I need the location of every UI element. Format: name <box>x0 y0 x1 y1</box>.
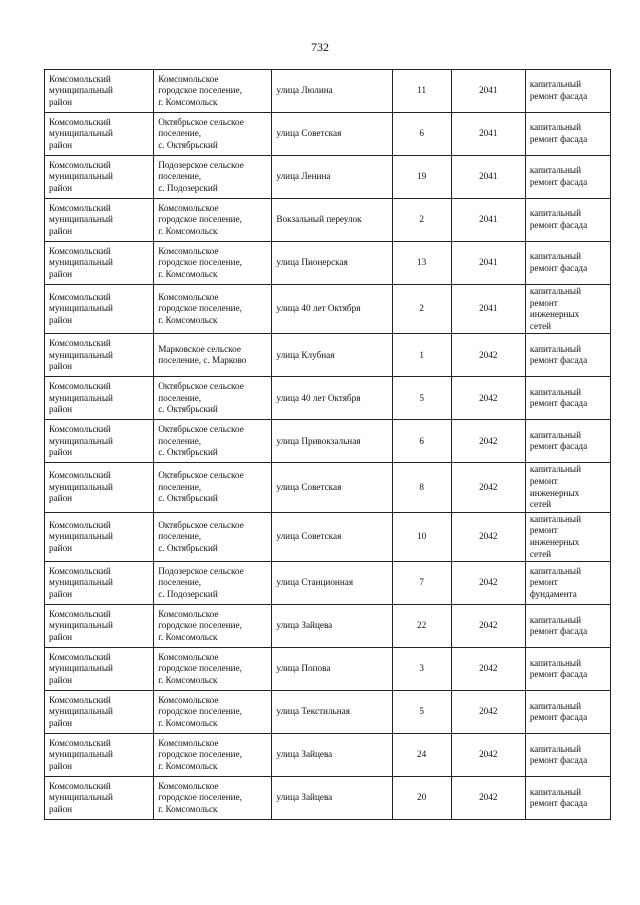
work-type-cell-text: капитальный ремонт фасада <box>529 343 588 366</box>
street-cell-text: улица Попова <box>276 663 331 674</box>
year-cell <box>451 777 525 820</box>
house-number-cell-text: 22 <box>417 620 427 631</box>
street-cell-text: улица Советская <box>276 531 342 542</box>
settlement-cell <box>154 463 272 512</box>
settlement-cell-text: Октябрьское сельское поселение, с. Октябрьский <box>158 423 244 458</box>
house-number-cell-text: 13 <box>417 257 427 268</box>
work-type-cell <box>525 691 610 734</box>
district-cell <box>45 777 154 820</box>
street-cell-text: улица Советская <box>276 481 342 492</box>
settlement-cell <box>154 512 272 561</box>
year-cell-text: 2042 <box>479 349 498 360</box>
work-type-cell-text: капитальный ремонт фасада <box>529 386 588 409</box>
house-number-cell-text: 3 <box>419 663 424 674</box>
house-number-cell-text: 10 <box>417 531 427 542</box>
settlement-cell-text: Комсомольское городское поселение, г. Комсомольск <box>158 651 242 685</box>
year-cell <box>451 113 525 156</box>
street-cell-text: улица Станционная <box>276 577 354 588</box>
work-type-cell-text: капитальный ремонт фасада <box>529 79 588 101</box>
district-cell-text: Комсомольский муниципальный район <box>49 73 113 107</box>
work-type-cell <box>525 648 610 691</box>
settlement-cell <box>154 734 272 777</box>
table-row <box>45 156 611 199</box>
house-number-cell-text: 6 <box>419 128 424 139</box>
district-cell <box>45 199 154 242</box>
year-cell <box>451 242 525 285</box>
street-cell <box>272 648 392 691</box>
house-number-cell-text: 5 <box>419 392 424 403</box>
street-cell-text: улица Люлина <box>276 85 333 96</box>
district-cell-text: Комсомольский муниципальный район <box>49 565 113 599</box>
table-row <box>45 199 611 242</box>
house-number-cell-text: 2 <box>419 214 424 225</box>
year-cell <box>451 648 525 691</box>
district-cell <box>45 334 154 377</box>
street-cell <box>272 463 392 512</box>
work-type-cell-text: капитальный ремонт фасада <box>529 165 588 187</box>
table-row <box>45 420 611 463</box>
year-cell <box>451 334 525 377</box>
work-type-cell-text: капитальный ремонт инженерных сетей <box>529 464 581 510</box>
district-cell-text: Комсомольский муниципальный район <box>49 159 113 193</box>
work-type-cell <box>525 242 610 285</box>
house-number-cell <box>392 70 451 113</box>
street-cell <box>272 605 392 648</box>
street-cell <box>272 242 392 285</box>
settlement-cell-text: Подозерское сельское поселение, с. Подозерский <box>158 565 244 599</box>
year-cell-text: 2041 <box>479 85 498 96</box>
street-cell-text: улица Ленина <box>276 171 331 182</box>
district-cell-text: Комсомольский муниципальный район <box>49 651 113 685</box>
work-type-cell-text: капитальный ремонт инженерных сетей <box>529 286 581 331</box>
year-cell <box>451 512 525 561</box>
table-row <box>45 113 611 156</box>
year-cell-text: 2042 <box>479 749 498 760</box>
year-cell-text: 2041 <box>479 303 498 314</box>
year-cell <box>451 420 525 463</box>
district-cell-text: Комсомольский муниципальный район <box>49 694 113 728</box>
street-cell-text: улица Привокзальная <box>276 435 361 446</box>
work-type-cell <box>525 156 610 199</box>
district-cell <box>45 562 154 605</box>
street-cell-text: улица 40 лет Октября <box>276 303 361 314</box>
work-type-cell <box>525 285 610 334</box>
work-type-cell <box>525 199 610 242</box>
settlement-cell-text: Марковское сельское поселение, с. Марково <box>158 343 247 366</box>
street-cell <box>272 285 392 334</box>
house-number-cell-text: 1 <box>419 349 424 360</box>
settlement-cell <box>154 605 272 648</box>
street-cell-text: Вокзальный переулок <box>276 214 362 225</box>
street-cell-text: улица Клубная <box>276 349 335 360</box>
year-cell <box>451 285 525 334</box>
work-type-cell <box>525 463 610 512</box>
district-cell-text: Комсомольский муниципальный район <box>49 245 113 279</box>
year-cell-text: 2042 <box>479 663 498 674</box>
district-cell-text: Комсомольский муниципальный район <box>49 608 113 642</box>
settlement-cell <box>154 199 272 242</box>
district-cell <box>45 377 154 420</box>
district-cell-text: Комсомольский муниципальный район <box>49 202 113 236</box>
work-type-cell-text: капитальный ремонт фасада <box>529 657 588 680</box>
table-row <box>45 562 611 605</box>
settlement-cell <box>154 113 272 156</box>
house-number-cell-text: 5 <box>419 706 424 717</box>
work-type-cell-text: капитальный ремонт фасада <box>529 122 588 144</box>
settlement-cell <box>154 691 272 734</box>
district-cell <box>45 605 154 648</box>
year-cell <box>451 70 525 113</box>
work-type-cell-text: капитальный ремонт фасада <box>529 614 588 637</box>
year-cell-text: 2042 <box>479 706 498 717</box>
year-cell <box>451 562 525 605</box>
work-type-cell-text: капитальный ремонт фасада <box>529 429 588 452</box>
settlement-cell <box>154 156 272 199</box>
street-cell <box>272 156 392 199</box>
house-number-cell <box>392 734 451 777</box>
district-cell-text: Комсомольский муниципальный район <box>49 116 113 150</box>
district-cell <box>45 420 154 463</box>
settlement-cell <box>154 648 272 691</box>
street-cell-text: улица Советская <box>276 128 342 139</box>
house-number-cell-text: 8 <box>419 481 424 492</box>
settlement-cell-text: Комсомольское городское поселение, г. Комсомольск <box>158 780 242 814</box>
street-cell <box>272 113 392 156</box>
house-number-cell-text: 20 <box>417 792 427 803</box>
work-type-cell <box>525 420 610 463</box>
work-type-cell <box>525 512 610 561</box>
street-cell <box>272 691 392 734</box>
district-cell <box>45 648 154 691</box>
house-number-cell <box>392 691 451 734</box>
work-type-cell <box>525 734 610 777</box>
street-cell <box>272 334 392 377</box>
district-cell-text: Комсомольский муниципальный район <box>49 337 113 372</box>
settlement-cell <box>154 562 272 605</box>
work-type-cell <box>525 70 610 113</box>
house-number-cell-text: 19 <box>417 171 427 182</box>
house-number-cell <box>392 285 451 334</box>
settlement-cell-text: Комсомольское городское поселение, г. Комсомольск <box>158 694 242 728</box>
district-cell <box>45 242 154 285</box>
house-number-cell <box>392 377 451 420</box>
settlement-cell <box>154 70 272 113</box>
work-type-cell-text: капитальный ремонт инженерных сетей <box>529 513 581 559</box>
work-type-cell-text: капитальный ремонт фасада <box>529 700 588 723</box>
district-cell <box>45 113 154 156</box>
district-cell-text: Комсомольский муниципальный район <box>49 519 113 553</box>
street-cell <box>272 420 392 463</box>
settlement-cell-text: Октябрьское сельское поселение, с. Октябрьский <box>158 519 244 553</box>
year-cell-text: 2042 <box>479 435 498 446</box>
street-cell-text: улица Зайцева <box>276 620 333 631</box>
settlement-cell-text: Комсомольское городское поселение, г. Комсомольск <box>158 202 242 236</box>
table-row <box>45 334 611 377</box>
work-type-cell-text: капитальный ремонт фундамента <box>529 565 581 599</box>
year-cell <box>451 734 525 777</box>
district-cell <box>45 156 154 199</box>
house-number-cell <box>392 420 451 463</box>
year-cell-text: 2042 <box>479 481 498 492</box>
street-cell <box>272 777 392 820</box>
year-cell-text: 2042 <box>479 531 498 542</box>
table-row <box>45 377 611 420</box>
house-number-cell <box>392 648 451 691</box>
house-number-cell <box>392 562 451 605</box>
street-cell-text: улица 40 лет Октября <box>276 392 361 403</box>
settlement-cell-text: Комсомольское городское поселение, г. Комсомольск <box>158 73 242 107</box>
settlement-cell-text: Октябрьское сельское поселение, с. Октябрьский <box>158 470 244 504</box>
street-cell-text: улица Текстильная <box>276 706 350 717</box>
street-cell <box>272 562 392 605</box>
work-type-cell <box>525 334 610 377</box>
work-type-cell <box>525 562 610 605</box>
work-type-cell <box>525 113 610 156</box>
work-type-cell-text: капитальный ремонт фасада <box>529 251 588 273</box>
table-body <box>45 70 611 820</box>
street-cell <box>272 734 392 777</box>
district-cell <box>45 512 154 561</box>
district-cell <box>45 70 154 113</box>
district-cell <box>45 463 154 512</box>
house-number-cell <box>392 605 451 648</box>
settlement-cell-text: Комсомольское городское поселение, г. Комсомольск <box>158 737 242 771</box>
settlement-cell <box>154 377 272 420</box>
house-number-cell <box>392 242 451 285</box>
house-number-cell <box>392 199 451 242</box>
house-number-cell-text: 24 <box>417 749 427 760</box>
house-number-cell <box>392 156 451 199</box>
settlement-cell <box>154 285 272 334</box>
settlement-cell-text: Октябрьское сельское поселение, с. Октябрьский <box>158 380 244 415</box>
house-number-cell <box>392 463 451 512</box>
district-cell-text: Комсомольский муниципальный район <box>49 470 113 504</box>
house-number-cell <box>392 777 451 820</box>
year-cell <box>451 156 525 199</box>
house-number-cell <box>392 334 451 377</box>
year-cell-text: 2042 <box>479 577 498 588</box>
work-type-cell-text: капитальный ремонт фасада <box>529 208 588 230</box>
district-cell-text: Комсомольский муниципальный район <box>49 423 113 458</box>
page-number: 732 <box>311 40 329 54</box>
table-row <box>45 512 611 561</box>
year-cell-text: 2042 <box>479 392 498 403</box>
house-number-cell-text: 11 <box>417 85 427 96</box>
year-cell <box>451 691 525 734</box>
repair-schedule-table <box>44 69 611 820</box>
work-type-cell <box>525 605 610 648</box>
table-row <box>45 605 611 648</box>
year-cell <box>451 605 525 648</box>
settlement-cell-text: Комсомольское городское поселение, г. Комсомольск <box>158 245 242 279</box>
settlement-cell-text: Комсомольское городское поселение, г. Комсомольск <box>158 608 242 642</box>
work-type-cell-text: капитальный ремонт фасада <box>529 743 588 766</box>
settlement-cell <box>154 334 272 377</box>
street-cell-text: улица Пионерская <box>276 257 348 268</box>
work-type-cell <box>525 377 610 420</box>
house-number-cell <box>392 113 451 156</box>
settlement-cell-text: Подозерское сельское поселение, с. Подозерский <box>158 159 244 193</box>
table-row <box>45 285 611 334</box>
settlement-cell <box>154 777 272 820</box>
street-cell <box>272 377 392 420</box>
work-type-cell <box>525 777 610 820</box>
street-cell-text: улица Зайцева <box>276 749 333 760</box>
district-cell <box>45 734 154 777</box>
year-cell-text: 2042 <box>479 792 498 803</box>
street-cell-text: улица Зайцева <box>276 792 333 803</box>
settlement-cell <box>154 420 272 463</box>
district-cell <box>45 691 154 734</box>
settlement-cell-text: Комсомольское городское поселение, г. Комсомольск <box>158 291 242 325</box>
street-cell <box>272 512 392 561</box>
year-cell <box>451 463 525 512</box>
settlement-cell <box>154 242 272 285</box>
year-cell <box>451 199 525 242</box>
street-cell <box>272 199 392 242</box>
district-cell-text: Комсомольский муниципальный район <box>49 380 113 415</box>
table-row <box>45 463 611 512</box>
table-row <box>45 777 611 820</box>
table-row <box>45 70 611 113</box>
year-cell-text: 2041 <box>479 257 498 268</box>
house-number-cell <box>392 512 451 561</box>
district-cell-text: Комсомольский муниципальный район <box>49 737 113 771</box>
year-cell-text: 2042 <box>479 620 498 631</box>
district-cell-text: Комсомольский муниципальный район <box>49 291 113 325</box>
table-row <box>45 734 611 777</box>
street-cell <box>272 70 392 113</box>
house-number-cell-text: 2 <box>419 303 424 314</box>
district-cell-text: Комсомольский муниципальный район <box>49 780 113 814</box>
table-row <box>45 648 611 691</box>
table-row <box>45 242 611 285</box>
district-cell <box>45 285 154 334</box>
year-cell <box>451 377 525 420</box>
year-cell-text: 2041 <box>479 214 498 225</box>
table-row <box>45 691 611 734</box>
house-number-cell-text: 7 <box>419 577 424 588</box>
settlement-cell-text: Октябрьское сельское поселение, с. Октябрьский <box>158 116 244 150</box>
year-cell-text: 2041 <box>479 128 498 139</box>
house-number-cell-text: 6 <box>419 435 424 446</box>
year-cell-text: 2041 <box>479 171 498 182</box>
work-type-cell-text: капитальный ремонт фасада <box>529 786 588 809</box>
